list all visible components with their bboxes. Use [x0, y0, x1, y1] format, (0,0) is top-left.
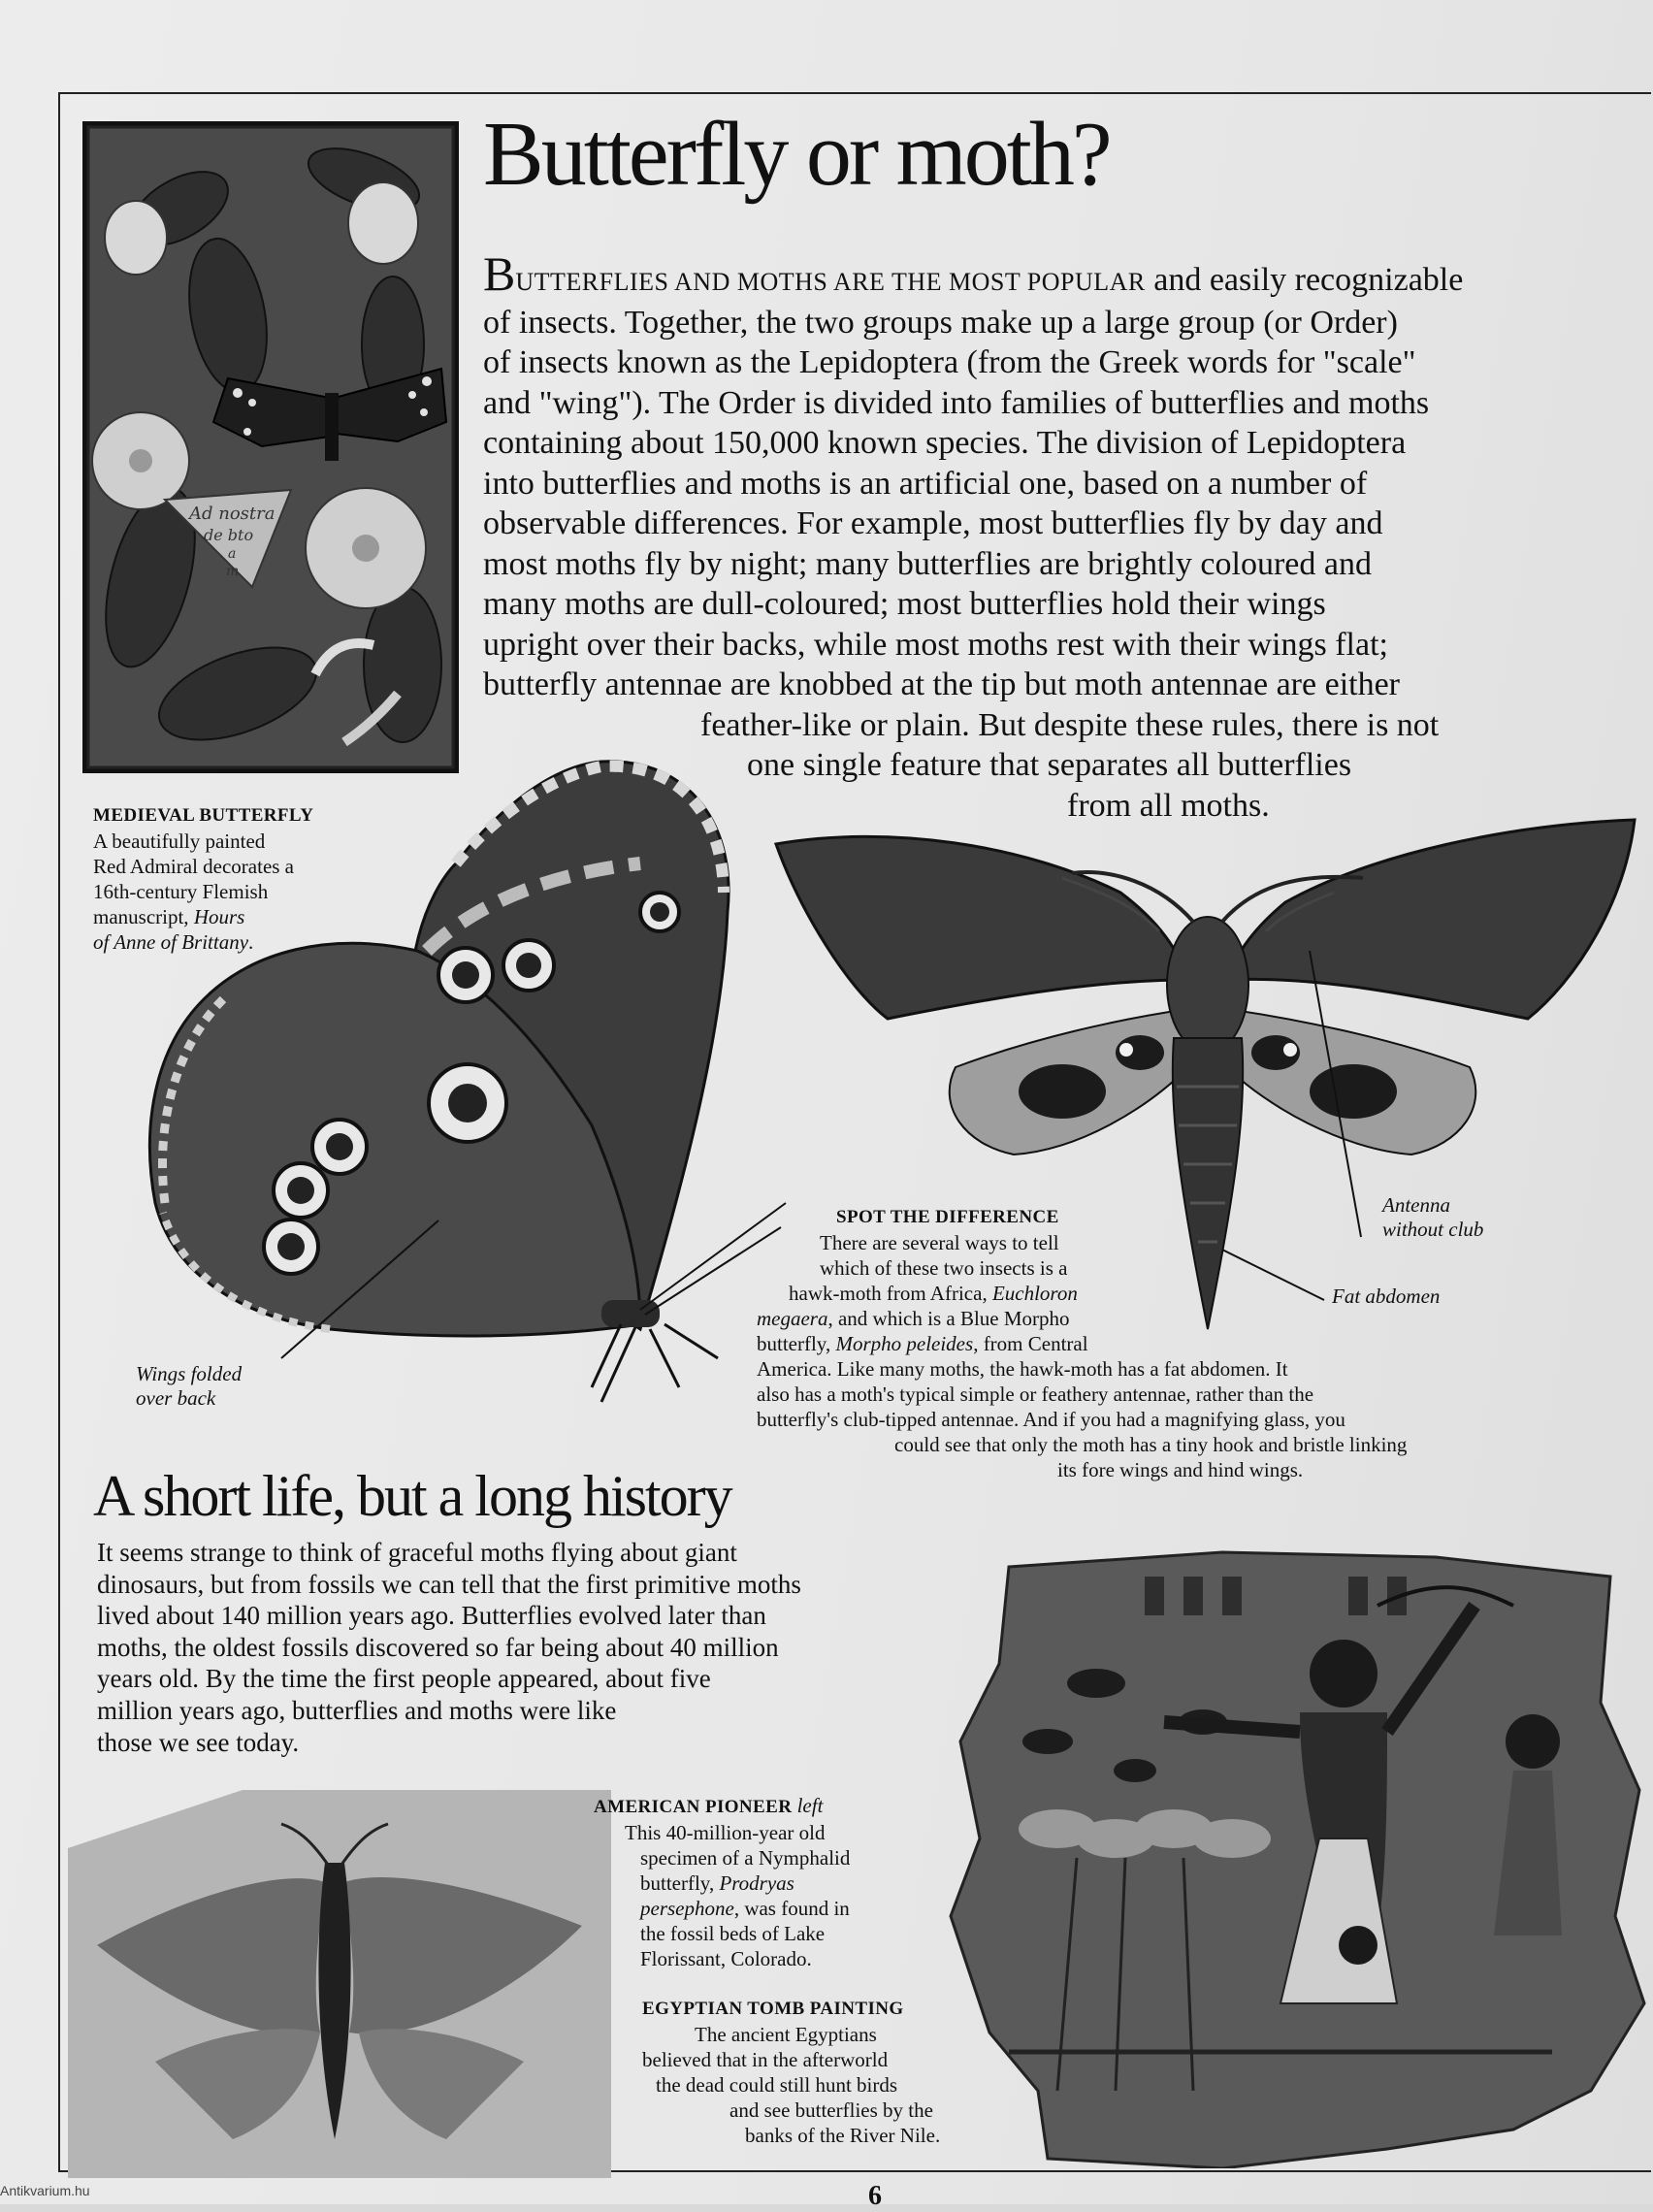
intro-line: from all moths. — [1067, 787, 1270, 824]
fossil-image — [68, 1790, 611, 2178]
caption-line: believed that in the afterworld — [642, 2048, 889, 2071]
caption-italic: Euchloron — [991, 1282, 1078, 1305]
caption-line: which of these two insects is a — [820, 1256, 1068, 1280]
egypt-caption-heading: EGYPTIAN TOMB PAINTING — [642, 1999, 904, 2019]
intro-line: upright over their backs, while most moths rest with their wings flat; — [483, 626, 1388, 663]
page-number: 6 — [868, 2181, 882, 2211]
history-line: moths, the oldest fossils discovered so far being about 40 million — [97, 1632, 779, 1662]
caption-line: could see that only the moth has a tiny hook and bristle linking — [894, 1433, 1408, 1456]
caption-line: This 40-million-year old — [625, 1821, 826, 1844]
wings-label-line-2: over back — [136, 1386, 216, 1410]
manuscript-text-1: Ad nostra — [189, 504, 276, 524]
caption-text: , and which is a Blue Morpho — [827, 1307, 1070, 1330]
manuscript-text-2: de bto — [204, 526, 254, 544]
caption-line — [594, 1896, 982, 1921]
intro-line: of insects known as the Lepidoptera (from the Greek words for "scale" — [483, 344, 1416, 380]
antenna-label-line-2: without club — [1382, 1218, 1484, 1241]
history-line: It seems strange to think of graceful moths flying about giant — [97, 1538, 737, 1567]
spot-caption-heading: SPOT THE DIFFERENCE — [836, 1207, 1059, 1227]
history-line: million years ago, butterflies and moths were like — [97, 1695, 617, 1725]
caption-italic: of Anne of Brittany — [93, 930, 249, 954]
intro-line: feather-like or plain. But despite these rules, there is not — [700, 706, 1440, 743]
caption-italic: Prodryas — [719, 1871, 794, 1895]
intro-paragraph — [483, 246, 1637, 826]
fat-abdomen-label: Fat abdomen — [1332, 1285, 1441, 1308]
intro-smallcaps: UTTERFLIES AND MOTHS ARE THE MOST POPULAR — [515, 268, 1146, 296]
egyptian-tomb-painting-image — [931, 1547, 1653, 2168]
caption-italic: persephone — [640, 1897, 734, 1920]
caption-italic: Hours — [193, 905, 245, 928]
history-line: lived about 140 million years ago. Butterflies evolved later than — [97, 1601, 766, 1631]
caption-text: butterfly, — [757, 1332, 836, 1355]
caption-text: hawk-moth from Africa, — [789, 1282, 992, 1305]
spot-difference-caption — [757, 1205, 1581, 1482]
caption-text: . — [248, 930, 254, 954]
history-line: dinosaurs, but from fossils we can tell that the first primitive moths — [97, 1569, 801, 1599]
caption-line: Florissant, Colorado. — [640, 1947, 812, 1970]
caption-line: the dead could still hunt birds — [656, 2073, 898, 2097]
antenna-label-line-1: Antenna — [1382, 1193, 1450, 1217]
caption-line: The ancient Egyptians — [695, 2023, 877, 2046]
caption-line: 16th-century Flemish — [93, 880, 269, 903]
caption-italic: Morpho peleides — [835, 1332, 974, 1355]
intro-line: into butterflies and moths is an artificial one, based on a number of — [483, 465, 1368, 502]
caption-italic: megaera — [757, 1307, 828, 1330]
caption-line — [757, 1281, 1581, 1306]
page-title: Butterfly or moth? — [483, 104, 1110, 205]
caption-line: and see butterflies by the — [729, 2098, 933, 2122]
caption-line: specimen of a Nymphalid — [640, 1846, 851, 1870]
medieval-caption-heading: MEDIEVAL BUTTERFLY — [93, 805, 314, 826]
caption-line: the fossil beds of Lake — [640, 1922, 826, 1945]
caption-line: A beautifully painted — [93, 830, 266, 853]
intro-dropcap: B — [483, 246, 516, 301]
manuscript-text-4: m — [226, 564, 240, 579]
history-line: years old. By the time the first people appeared, about five — [97, 1664, 711, 1694]
caption-line — [757, 1306, 1581, 1331]
caption-line — [757, 1331, 1581, 1356]
caption-line: its fore wings and hind wings. — [1057, 1458, 1304, 1481]
wings-folded-label — [136, 1362, 242, 1411]
intro-line: containing about 150,000 known species. The division of Lepidoptera — [483, 425, 1407, 461]
caption-text: butterfly, — [640, 1871, 720, 1895]
intro-line: most moths fly by night; many butterflies are brightly coloured and — [483, 545, 1372, 582]
history-paragraph — [97, 1537, 989, 1758]
caption-line: America. Like many moths, the hawk-moth has a fat abdomen. It — [757, 1357, 1288, 1381]
pioneer-heading-italic: left — [792, 1794, 824, 1817]
caption-line: There are several ways to tell — [820, 1231, 1059, 1254]
american-pioneer-caption — [594, 1793, 982, 1971]
pioneer-caption-heading: AMERICAN PIONEER — [594, 1797, 793, 1817]
intro-line: observable differences. For example, most butterflies fly by day and — [483, 505, 1383, 541]
wings-label-line-1: Wings folded — [136, 1362, 243, 1385]
watermark: Antikvarium.hu — [0, 2183, 90, 2198]
intro-line: one single feature that separates all butterflies — [747, 747, 1352, 783]
history-line: those we see today. — [97, 1727, 300, 1757]
caption-line — [594, 1870, 982, 1896]
caption-line: banks of the River Nile. — [745, 2124, 941, 2147]
manuscript-text-3: a — [228, 546, 237, 562]
egyptian-tomb-caption — [642, 1997, 1011, 2148]
intro-line: and "wing"). The Order is divided into families of butterflies and moths — [483, 384, 1430, 421]
blue-morpho-butterfly-image — [136, 757, 795, 1416]
intro-line: many moths are dull-coloured; most butterflies hold their wings — [483, 586, 1326, 622]
intro-line: butterfly antennae are knobbed at the tip but moth antennae are either — [483, 667, 1400, 702]
caption-line: also has a moth's typical simple or feathery antennae, rather than the — [757, 1382, 1314, 1406]
intro-line-1 — [483, 246, 1637, 303]
caption-text: manuscript, — [93, 905, 194, 928]
pioneer-heading-line — [594, 1793, 982, 1820]
medieval-manuscript-image — [82, 121, 459, 773]
caption-text: , was found in — [733, 1897, 850, 1920]
intro-line: of insects. Together, the two groups make up a large group (or Order) — [483, 304, 1398, 341]
caption-line: Red Admiral decorates a — [93, 855, 295, 878]
caption-line: butterfly's club-tipped antennae. And if you had a magnifying glass, you — [757, 1408, 1345, 1431]
caption-text: , from Central — [973, 1332, 1088, 1355]
history-subtitle: A short life, but a long history — [93, 1464, 731, 1528]
intro-line-1-rest: and easily recognizable — [1145, 262, 1464, 298]
